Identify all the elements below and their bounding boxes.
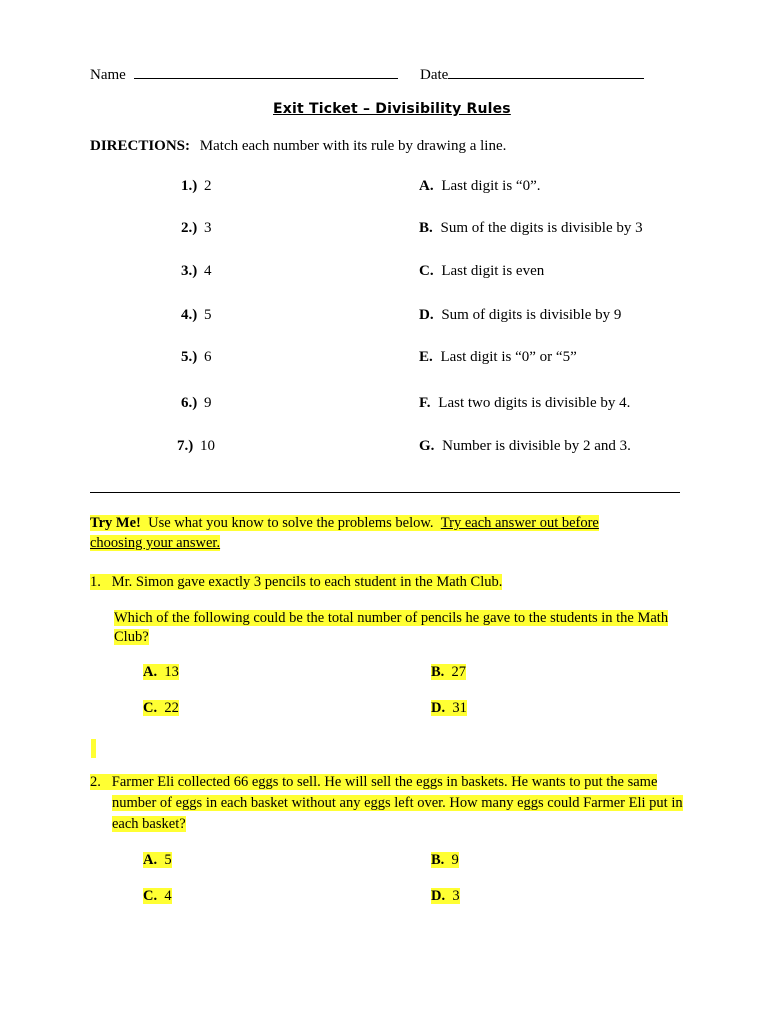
- directions-label: DIRECTIONS:: [90, 138, 191, 154]
- answer-choice[interactable]: [143, 886, 172, 906]
- choice-letter: C.: [143, 700, 158, 716]
- rule-item[interactable]: [419, 394, 630, 412]
- try-me-label: Try Me!: [90, 515, 141, 531]
- number-item-value: 5: [204, 307, 212, 323]
- date-field[interactable]: [420, 64, 644, 84]
- choice-letter: B.: [431, 852, 445, 868]
- choice-value: 22: [164, 700, 179, 716]
- name-blank-line[interactable]: [134, 64, 398, 79]
- number-item-label: 5.): [181, 349, 198, 365]
- rule-item[interactable]: [419, 262, 544, 280]
- choice-letter: B.: [431, 664, 445, 680]
- choice-value: 3: [452, 888, 460, 904]
- worksheet-title: Exit Ticket – Divisibility Rules: [273, 101, 511, 117]
- number-item-value: 2: [204, 178, 212, 194]
- choice-letter: A.: [143, 664, 158, 680]
- number-item[interactable]: [181, 177, 212, 195]
- problem-question: Which of the following could be the total number of pencils he gave to the students in the Math: [114, 610, 669, 626]
- problem-number: 1.: [90, 574, 101, 590]
- choice-letter: A.: [143, 852, 158, 868]
- try-me-text: Use what you know to solve the problems below.: [148, 515, 434, 531]
- number-item[interactable]: [181, 348, 212, 366]
- rule-item-text: Last digit is even: [441, 263, 545, 279]
- rule-item[interactable]: [419, 348, 577, 366]
- try-me-underlined-2: choosing your answer.: [90, 535, 221, 551]
- choice-letter: C.: [143, 888, 158, 904]
- problem-text: Mr. Simon gave exactly 3 pencils to each student in the Math Club.: [111, 574, 503, 590]
- rule-item-letter: B.: [419, 220, 433, 236]
- number-item[interactable]: [181, 219, 212, 237]
- choice-value: 5: [164, 852, 172, 868]
- rule-item-letter: A.: [419, 178, 434, 194]
- number-item-label: 1.): [181, 178, 198, 194]
- answer-choice[interactable]: [143, 662, 179, 682]
- problem-2-line-2: [112, 793, 683, 813]
- number-item[interactable]: [181, 306, 212, 324]
- name-label: Name: [90, 67, 126, 83]
- name-field[interactable]: [90, 64, 398, 84]
- number-item[interactable]: [177, 437, 215, 455]
- rule-item[interactable]: [419, 437, 631, 455]
- directions: [90, 137, 506, 155]
- problem-2-line-3: [112, 814, 186, 834]
- highlight-mark: [91, 739, 96, 758]
- answer-choice[interactable]: [431, 850, 459, 870]
- rule-item-letter: C.: [419, 263, 434, 279]
- choice-value: 27: [451, 664, 467, 680]
- number-item-value: 10: [200, 438, 215, 454]
- number-item-label: 3.): [181, 263, 198, 279]
- number-item[interactable]: [181, 262, 212, 280]
- problem-2-line-1: [90, 772, 657, 792]
- rule-item[interactable]: [419, 177, 541, 195]
- problem-1-statement: [90, 572, 502, 592]
- problem-text: Farmer Eli collected 66 eggs to sell. He will sell the eggs in baskets. He wants to put the same: [111, 774, 658, 790]
- directions-text: Match each number with its rule by drawing a line.: [199, 138, 507, 154]
- rule-item[interactable]: [419, 306, 621, 324]
- date-label: Date: [420, 67, 449, 83]
- answer-choice[interactable]: [143, 850, 172, 870]
- rule-item-letter: D.: [419, 307, 434, 323]
- number-item-value: 4: [204, 263, 212, 279]
- section-divider: [90, 492, 680, 493]
- try-me-underlined-1: Try each answer out before: [440, 515, 599, 531]
- answer-choice[interactable]: [431, 698, 467, 718]
- choice-value: 13: [164, 664, 179, 680]
- number-item-label: 4.): [181, 307, 198, 323]
- rule-item-text: Sum of the digits is divisible by 3: [440, 220, 643, 236]
- rule-item[interactable]: [419, 219, 643, 237]
- rule-item-text: Last two digits is divisible by 4.: [438, 395, 631, 411]
- problem-1-question-line-2: [114, 627, 149, 647]
- number-item-label: 2.): [181, 220, 198, 236]
- answer-choice[interactable]: [431, 886, 460, 906]
- problem-text: each basket?: [112, 816, 186, 832]
- number-item[interactable]: [181, 394, 212, 412]
- problem-text: number of eggs in each basket without any eggs left over. How many eggs could Farmer Eli put in: [112, 795, 683, 811]
- problem-1-question-line-1: [114, 608, 668, 628]
- problem-number: 2.: [90, 774, 101, 790]
- answer-choice[interactable]: [431, 662, 466, 682]
- choice-letter: D.: [431, 888, 446, 904]
- number-item-value: 6: [204, 349, 212, 365]
- number-item-label: 6.): [181, 395, 198, 411]
- choice-value: 4: [164, 888, 172, 904]
- answer-choice[interactable]: [143, 698, 179, 718]
- try-me-line-1: [90, 513, 599, 533]
- number-item-label: 7.): [177, 438, 194, 454]
- rule-item-text: Number is divisible by 2 and 3.: [442, 438, 631, 454]
- number-item-value: 9: [204, 395, 212, 411]
- rule-item-letter: E.: [419, 349, 433, 365]
- try-me-line-2: [90, 533, 220, 553]
- number-item-value: 3: [204, 220, 212, 236]
- choice-letter: D.: [431, 700, 446, 716]
- rule-item-text: Last digit is “0”.: [441, 178, 541, 194]
- rule-item-letter: G.: [419, 438, 435, 454]
- rule-item-text: Last digit is “0” or “5”: [440, 349, 577, 365]
- choice-value: 31: [452, 700, 467, 716]
- problem-question: Club?: [114, 629, 149, 645]
- rule-item-letter: F.: [419, 395, 431, 411]
- date-blank-line[interactable]: [448, 64, 644, 79]
- choice-value: 9: [451, 852, 459, 868]
- rule-item-text: Sum of digits is divisible by 9: [441, 307, 622, 323]
